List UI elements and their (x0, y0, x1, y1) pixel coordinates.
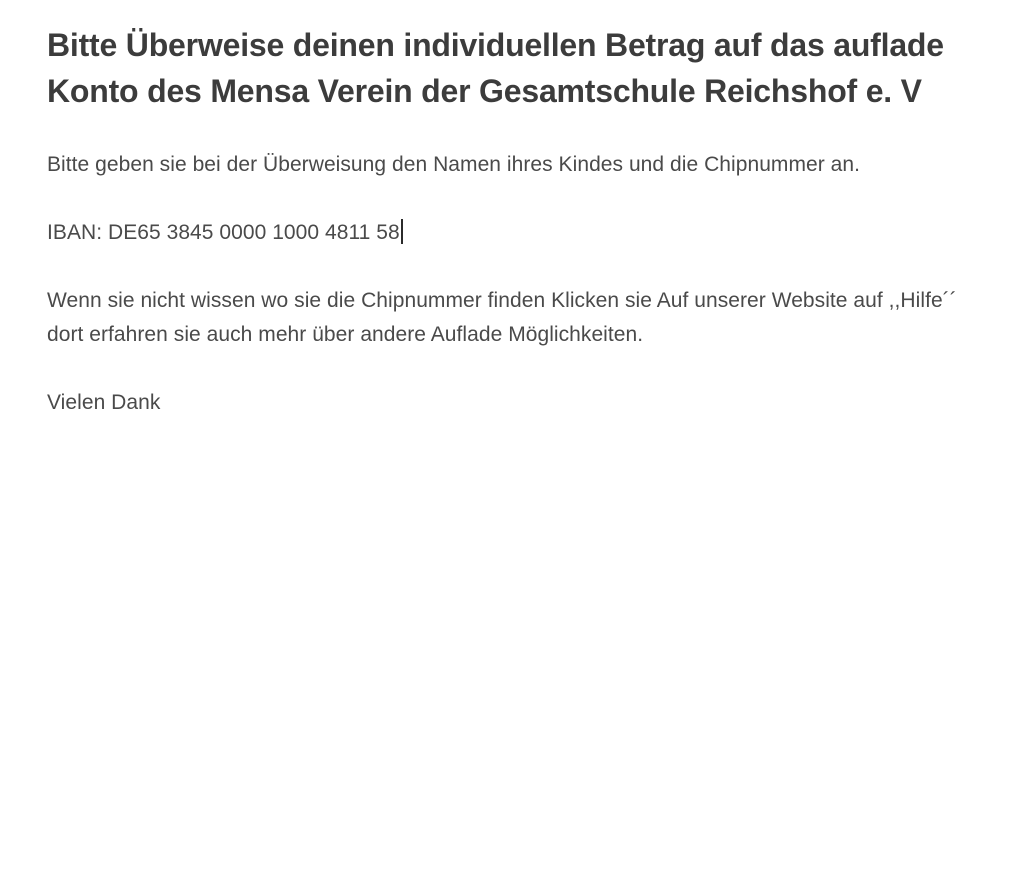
closing-paragraph: Vielen Dank (47, 391, 161, 414)
help-paragraph: Wenn sie nicht wissen wo sie die Chipnummer finden Klicken sie Auf unserer Website auf ,,Hilfe´´ dort erfahren sie auch mehr über andere Auflade Möglichkeiten. (47, 289, 957, 346)
instruction-paragraph: Bitte geben sie bei der Überweisung den Namen ihres Kindes und die Chipnummer an. (47, 153, 861, 176)
iban-text: IBAN: DE65 3845 0000 1000 4811 58 (47, 221, 400, 244)
page-title: Bitte Überweise deinen individuellen Betrag auf das auflade Konto des Mensa Verein der Gesamtschule Reichshof e. V (47, 27, 944, 109)
text-caret (401, 219, 403, 244)
iban-line[interactable] (47, 216, 403, 250)
